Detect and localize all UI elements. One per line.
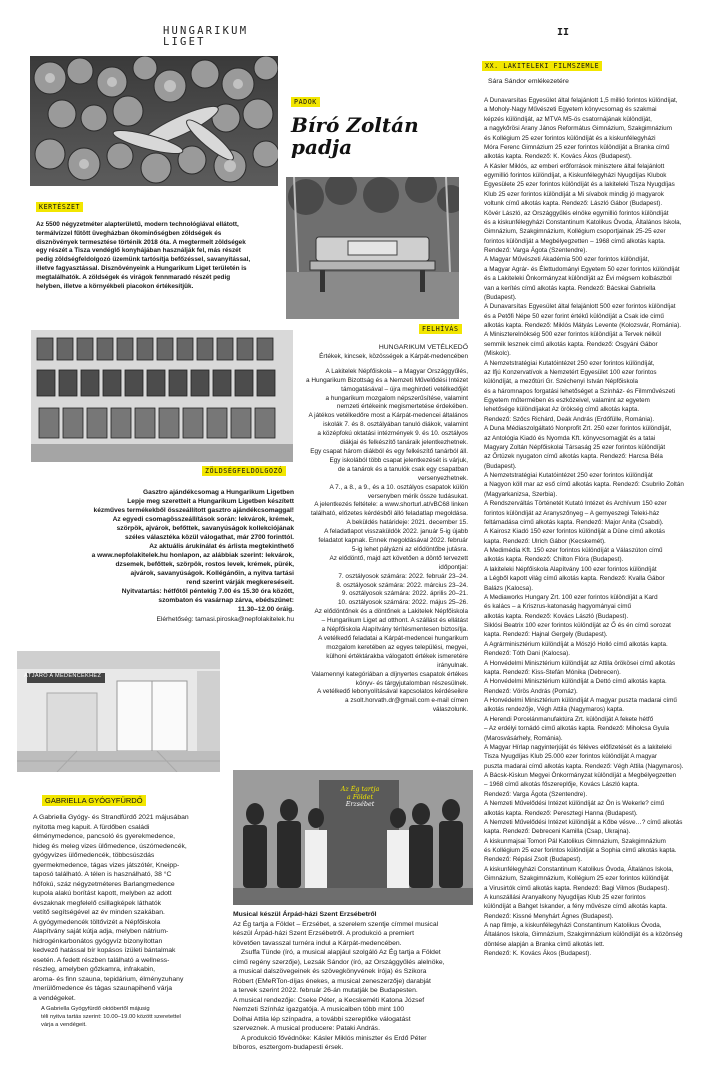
- zoldseg-line: a www.nepfolakitelek.hu honlapon, az alábbiak szerint: lekvárok,: [91, 552, 294, 559]
- musical-line: készül Árpád-házi Szent Erzsébetről. A produkció a premiert: [233, 930, 414, 937]
- filmszemle-line: alkotás kapta. Rendező: Peresztegi Hanna (Budapest).: [484, 809, 638, 817]
- filmszemle-line: A Agrárminisztérium különdíját a Mószjó Holló című alkotás kapta.: [484, 640, 668, 648]
- felhivas-line: mozgalom keretében az egyes települési, megyei,: [326, 643, 468, 651]
- section-tag-gyogyfurdo: GABRIELLA GYÓGYFÜRDŐ: [42, 795, 146, 806]
- filmszemle-line: van a kerítés című alkotás kapta. Rendező: Bácskai Gabriella: [484, 284, 656, 292]
- filmszemle-line: A Mediaworks Hungary Zrt. 100 ezer forintos különdíját a Kard: [484, 593, 658, 601]
- filmszemle-line: és a Petőfi Népe 50 ezer forint értékű különdíját a Csak ide című: [484, 312, 664, 320]
- felhivas-line: A jelentkezés feltétele: a www.shorturl.at/vBC68 linken: [314, 501, 468, 509]
- musical-line: Zsuffa Tünde (író, a musical alapjául szolgáló Az Ég tartja a Földet: [241, 949, 441, 956]
- filmszemle-line: Rendező: Varga Ágota (Szentendre).: [484, 247, 588, 254]
- zoldseg-line: széles választéka közül válogathat, már 2700 forinttól.: [125, 534, 294, 541]
- filmszemle-line: A kiskunmajsai Tomori Pál Katolikus Gimnázium, Szakgimnázium: [484, 837, 666, 845]
- filmszemle-line: Rendező: Varga Ágota (Szentendre).: [484, 790, 588, 798]
- felhivas-line: a Hungarikum Bizottság és a Nemzeti Művelődési Intézet: [306, 376, 468, 384]
- filmszemle-line: Kövér László, az Országgyűlés elnöke egymillió forintos különdíját: [484, 209, 669, 217]
- filmszemle-line: alkotás kapta. Rendező: Chilton Flóra (Budapest).: [484, 556, 624, 564]
- filmszemle-line: semmik lesznek című alkotás kapta. Rendező: Osgyáni Gábor: [484, 340, 658, 348]
- felhivas-line: feladatot kapnak. Ennek megoldásával 2022. február: [318, 537, 468, 545]
- filmszemle-line: kapta. Rendező: Ulrich Gábor (Kecskemét).: [484, 537, 606, 545]
- filmszemle-line: A Medimédia Kft. 150 ezer forintos különdíját a Válaszúton című: [484, 547, 663, 554]
- filmszemle-line: és a háromnapos forgatási lehetőséget a Színház- és Filmművészeti: [484, 387, 676, 395]
- gyogyfurdo-line: A gyógymedencék töltővizét a Népfőiskola: [33, 918, 161, 926]
- musical-line: Dolhai Attila lép színpadra, a további szereplőke válogatást: [233, 1015, 411, 1023]
- filmszemle-line: döntése alapján a Branka című alkotás lett.: [484, 940, 605, 948]
- felhivas-line: A beküldés határideje: 2021. december 15.: [346, 519, 468, 527]
- filmszemle-line: a Légből kapott világ című alkotás kapta. Rendező: Kvalla Gábor: [484, 575, 665, 583]
- filmszemle-line: Rendező: Tóth Dani (Kalocsa).: [484, 650, 570, 658]
- musical-title: Musical készül Árpád-házi Szent Erzsébetről: [233, 911, 377, 918]
- musical-article: [233, 910, 483, 1053]
- filmszemle-line: és Kollégium 25 ezer forintos különdíját és a kiskunfélegyházi: [484, 134, 656, 142]
- bench-photo: [286, 177, 459, 319]
- zoldseg-line: szörpök, ajvárok, befőttek, savanyúságok kollekciójának: [116, 525, 294, 532]
- felhivas-line: időpontjai:: [438, 563, 468, 571]
- felhivas-line: Egy iskolából több csapat jelentkezését is várjuk,: [329, 456, 468, 464]
- gyogyfurdo-line: a vendégeket.: [33, 994, 76, 1002]
- zoldseg-line: Nyitvatartás: hétfőtől péntekig 7.00 és 15.30 óra között,: [121, 588, 294, 595]
- poster-line-3: Erzsébet: [345, 800, 375, 809]
- gyogyfurdo-note-line: várja a vendégeit.: [41, 1022, 87, 1028]
- felhivas-line: a zsolt.horvath.dr@gmail.com e-mail címen: [345, 697, 468, 705]
- filmszemle-line: A Bácsk-Kiskun Megyei Önkormányzat különdíját a Megbélyegzetten: [484, 772, 677, 779]
- filmszemle-line: a Magyar Agrár- és Élettudományi Egyetem 50 ezer forintos különdíját: [484, 265, 680, 273]
- filmszemle-line: Egyetem műtermében és eszközeivel, valamint az egyetem: [484, 397, 650, 404]
- musical-line: Nemzeti Színház igazgatója. A musicalben több mint 100: [233, 1006, 405, 1013]
- filmszemle-line: alkotás kapta. Rendező: K. Kovács Ákos (Budapest).: [484, 153, 632, 161]
- felhivas-line: A Lakitelek Népfőiskola – a Magyar Országgyűlés,: [325, 367, 468, 375]
- filmszemle-line: (Miskolc).: [484, 350, 511, 358]
- section-tag-filmszemle: XX. LAKITELEKI FILMSZEMLE: [482, 61, 602, 71]
- felhivas-line: Valamennyi kategóriában a díjnyertes csapatok értékes: [311, 670, 468, 678]
- filmszemle-line: a Nagyon köll mar az eső című alkotás kapta. Rendező: Csubrilo Zoltán: [484, 481, 684, 489]
- filmszemle-line: A Kásler Miklós, az emberi erőforrások minisztere által felajánlott: [484, 162, 665, 170]
- musical-line: követően tavasszal turnéra indul a Kárpát-medencében.: [233, 939, 402, 947]
- filmszemle-line: A Magyar Hírlap nagyinterjúját és féléves előfizetését és a lakiteleki: [484, 743, 672, 751]
- gyogyfurdo-note-line: téli nyitva tartás szerint: 10.00–19.00 között szeretettel: [41, 1014, 181, 1020]
- felhivas-text: [282, 344, 468, 715]
- filmszemle-line: különdíját a Bahget Iskander, a fény művésze című alkotás kapta.: [484, 903, 668, 911]
- padok-title-line-2: padja: [291, 135, 353, 159]
- filmszemle-line: Egyesülete 25 ezer forintos különdíját és a lakiteleki Tisza Nyugdíjas: [484, 181, 675, 189]
- filmszemle-line: Móra Ferenc Gimnázium 25 ezer forintos különdíját a Branka című: [484, 143, 670, 151]
- felhivas-line: 8. osztályosok számára: 2022. március 23–24.: [336, 581, 468, 589]
- zoldseg-line: kézműves termékekből összeállított gasztro ajándékcsomaggal!: [93, 507, 294, 514]
- zoldseg-line: Gasztro ajándékcsomag a Hungarikum Ligetben: [143, 489, 294, 496]
- zoldseg-line: Az egyedi csomagösszeállítások során: lekvárok, krémek,: [112, 516, 294, 523]
- filmszemle-line: A Herendi Porcelánmanufaktúra Zrt. különdíját A fekete hétfő: [484, 715, 654, 723]
- musical-line: szerveznek. A musical producere: Pataki András.: [233, 1025, 380, 1032]
- zoldseg-line: Lepje meg szeretteit a Hungarikum Ligetben készített: [127, 498, 294, 505]
- gyogyfurdo-line: kedvező hatással bír kopásos ízületi bántalmak: [33, 947, 176, 954]
- filmszemle-line: lehetősége különdíjakat Az örökség című alkotás kapta.: [484, 406, 640, 414]
- musical-line: A musical rendezője: Cseke Péter, a Kecskeméti Katona József: [233, 996, 425, 1004]
- gyogyfurdo-line: vetítő segítségével az év minden szakában.: [33, 909, 165, 916]
- gyogyfurdo-line: gyermekmedence, tágas vizes játszótér, Kneipp-: [33, 861, 180, 869]
- gyogyfurdo-line: élménymedence, pancsoló és gyerekmedence,: [33, 833, 176, 840]
- felhivas-subheading: Értékek, kincsek, közösségek a Kárpát-medencében: [319, 352, 468, 360]
- felhivas-line: A vetélkedő feladatai a Kárpát-medencei hungarikum: [318, 635, 468, 642]
- felhivas-line: található, előzetes kérdésből álló feladatlap megoldása.: [310, 510, 468, 518]
- brand-line-1: HUNGARIKUM: [163, 25, 249, 37]
- zoldseg-line: szombaton és vasárnap zárva, ebédszünet:: [158, 597, 294, 604]
- filmszemle-line: a Moholy-Nagy Művészeti Egyetem könyvcsomag és szakmai: [484, 106, 657, 114]
- musical-line: a tervek szerint 2022. február 26-án mutatják be Budapesten.: [233, 987, 418, 994]
- gyogyfurdo-line: nyitotta meg kapuit. A fürdőben családi: [33, 823, 150, 831]
- musical-line: bíboros, esztergom-budapesti érsek.: [233, 1044, 344, 1051]
- filmszemle-line: A kiskunfélegyházi Constantinum Katolikus Óvoda, Általános Iskola,: [484, 865, 674, 873]
- felhivas-line: de a tanárok és a tanulók csak egy csapatban: [337, 465, 468, 473]
- filmszemle-line: Klub 25 ezer forintos különdíját a Mi sívabok mindig jó magyarok: [484, 190, 664, 198]
- gyogyfurdo-line: taposó található. A télen is használható, 38 °C: [33, 871, 172, 878]
- filmszemle-line: (Budapest).: [484, 462, 517, 470]
- gyogyfurdo-note: [33, 1005, 233, 1029]
- filmszemle-line: A Duna Médiaszolgáltató Nonprofit Zrt. 250 ezer forintos különdíját,: [484, 425, 672, 433]
- filmszemle-line: az Antológia Kiadó és Nyomda Kft. könyvcsomagját és a tatai: [484, 434, 656, 442]
- felhivas-line: a középfokú oktatási intézmények 9. és 10. osztályos: [317, 430, 468, 438]
- filmszemle-line: kapta. Rendező: Debreceni Kamilla (Csap, Ukrajna).: [484, 828, 631, 836]
- musical-line: című regény szerzője), Lezsák Sándor (író, az Országgyűlés alelnöke,: [233, 958, 445, 966]
- felhivas-line: A 7., a 8., a 9., és a 10. osztályos csapatok külön: [329, 483, 468, 491]
- filmszemle-line: a nagykőrösi Arany János Református Gimnázium, Szakgimnázium: [484, 125, 672, 133]
- gyogyfurdo-line: esetén. A fedett részben található a wellness-: [33, 956, 170, 964]
- musical-line: a musical dalszövegeinek és szövegkönyvének írója) és Szikora: [233, 968, 427, 975]
- vegetables-photo: [30, 56, 278, 186]
- filmszemle-line: A Honvédelmi Minisztérium különdíját A magyar puszta madarai című: [484, 697, 677, 704]
- felhivas-line: 10. osztályosok számára: 2022. május 25–26.: [337, 599, 468, 607]
- gyogyfurdo-line: kupola alakú borítást kapott, melyben az adott: [33, 890, 172, 897]
- filmszemle-line: Gimnázium, Szakgimnázium, Kollégium 25 ezer forintos különdíját: [484, 875, 669, 883]
- filmszemle-line: az Ifjú Konzervatívok a Nemzetért Egyesület 100 ezer forintos: [484, 368, 657, 376]
- poster-line-1: Az Ég tartja: [340, 785, 380, 793]
- zoldseg-line: ajvárok, savanyúságok. Kollégánőin, a nyitva tartási: [130, 570, 294, 577]
- felhivas-line: Egy csapat három diákból és egy felkészítő tanárból áll.: [310, 447, 468, 455]
- felhivas-line: A feladatlapot visszaküldök 2022. január 5-ig újabb: [324, 528, 468, 536]
- page-number: II: [557, 27, 570, 38]
- filmszemle-line: (Marosvásárhely, Románia).: [484, 734, 563, 742]
- filmszemle-line: a Virusirtók című alkotás kapta. Rendező: Bagi Vilmos (Budapest).: [484, 884, 670, 892]
- filmszemle-line: Rendező: Kissné Menyhárt Ágnes (Budapest).: [484, 912, 614, 920]
- felhivas-line: A játékos vetélkedőre most a Kárpát-medencei általános: [308, 412, 468, 420]
- filmszemle-line: A Honvédelmi Minisztérium különdíját a Dettó című alkotás kapta.: [484, 678, 667, 686]
- jars-photo: [31, 330, 293, 462]
- gyogyfurdo-text: [33, 813, 233, 1029]
- gyogyfurdo-line: gyógyvizes ülőmedencék, többcsúszdás: [33, 852, 155, 859]
- felhivas-heading: HUNGARIKUM VETÉLKEDŐ: [378, 344, 468, 351]
- filmszemle-line: alkotás kapta. Rendező: Miklós Mátyás Levente (Kolozsvár, Románia).: [484, 322, 682, 329]
- padok-title-line-1: Bíró Zoltán: [291, 113, 419, 137]
- filmszemle-line: A lakiteleki Népfőiskola Alapítvány 100 ezer forintos különdíját: [484, 565, 657, 573]
- filmszemle-line: Rendező: Vörös András (Pomáz).: [484, 687, 578, 695]
- spa-corridor-photo: [17, 651, 220, 772]
- gyogyfurdo-line: aroma- és finn szauna, tepidárium, élményzuhany: [33, 975, 184, 983]
- gyogyfurdo-line: Alapítvány saját kútja adja, melyben nátrium-: [33, 928, 169, 935]
- section-tag-kerteszet: KERTÉSZET: [36, 202, 83, 212]
- felhivas-line: irányulnak.: [437, 661, 468, 669]
- felhivas-line: versenyezhetnek.: [417, 474, 468, 482]
- zoldseg-text: [24, 488, 294, 624]
- filmszemle-line: képzés különdíját, az MTVA M5-ös csatornájának különdíját,: [484, 115, 652, 123]
- felhivas-line: A vetélkedő lebonyolításával kapcsolatos kérdéseikre: [317, 688, 468, 696]
- padok-title: [291, 114, 419, 158]
- gyogyfurdo-line: részleg, amelyben gőzkamra, infrakabin,: [33, 966, 156, 973]
- section-tag-felhivas: FELHÍVÁS: [419, 324, 462, 334]
- filmszemle-line: különdíját, a mezőtúri Gr. Széchenyi István Népfőiskola: [484, 378, 638, 386]
- gyogyfurdo-line: hidrogénkarbonátos gyógyvíz bizonyítottan: [33, 937, 163, 945]
- gyogyfurdo-line: hideg és meleg vizes ülőmedence, úszómedencék,: [33, 842, 187, 850]
- zoldseg-line: rend szerint várják megkereséseit.: [186, 579, 294, 586]
- filmszemle-line: A Nemzeti Művelődési Intézet különdíját a Kőbe vésve…? című alkotás: [484, 818, 683, 826]
- filmszemle-line: A Dunavarsítas Egyesület által felajánlott 500 ezer forintos különdíjat: [484, 303, 676, 311]
- felhivas-line: támogatásával – újra meghirdeti vetélkedőjét: [341, 385, 468, 393]
- felhivas-line: diákjai és felkészítő tanáraik jelentkezhetnek.: [340, 439, 468, 447]
- filmszemle-line: A Miniszterelnökség 500 ezer forintos különdíját a Tervek nélkül: [484, 331, 661, 339]
- filmszemle-subtitle: Sára Sándor emlékezetére: [488, 78, 569, 85]
- filmszemle-line: és a kiskunfélegyházi Constantinum Katolikus Óvoda, Általános Iskola,: [484, 218, 682, 226]
- brand-line-2: LIGET: [163, 36, 206, 48]
- zoldseg-line: dzsemek, befőttek, szörpök, rostos levek, krémek, pürék,: [115, 561, 294, 568]
- filmszemle-line: Általános Iskola, Gimnázium, Szakgimnázium különdíját és a közönség: [484, 931, 683, 939]
- filmszemle-line: (Budapest).: [484, 293, 517, 301]
- zoldseg-line: 11.30–12.00 óráig.: [237, 606, 294, 613]
- filmszemle-line: alkotás rendezője, Végh Attila (Nagymaros) kapta.: [484, 706, 625, 714]
- felhivas-line: 5-ig lehet pályázni az elődöntőbe jutásra.: [351, 545, 468, 553]
- filmszemle-line: puszta madarai című alkotás kapta. Rendező: Végh Attila (Nagymaros).: [484, 762, 684, 770]
- filmszemle-line: A Honvédelmi Minisztérium különdíját az Attila örökösei című alkotás: [484, 659, 676, 667]
- filmszemle-line: Gimnázium, Szakgimnázium, Kollégium csoportjainak 25-25 ezer: [484, 228, 666, 236]
- filmszemle-line: az Őrtüzek nyugaton című alkotás kapta. Rendező: Harcsa Béla: [484, 453, 663, 461]
- poster-line-2: a Földet: [346, 792, 374, 801]
- filmszemle-line: A Nemzetstratégiai Kutatóintézet 250 ezer forintos különdíját,: [484, 359, 655, 367]
- filmszemle-line: és kalács – a Kriszrus-katonaság hagyományai című: [484, 603, 631, 611]
- felhivas-line: a hungarikum mozgalom népszerűsítése, valamint: [325, 394, 468, 402]
- musical-line: Róbert (EMeRTon-díjas énekes, a musical zeneszerzője) darabját: [233, 977, 431, 985]
- gyogyfurdo-line: /merülőmedence és tágas szaunapihenő várja: [33, 985, 173, 992]
- filmszemle-line: A Rendszerváltás Történetét Kutató Intézet és Archívum 150 ezer: [484, 500, 667, 508]
- musical-line: A produkció fővédnöke: Kásler Miklós miniszter és Erdő Péter: [241, 1034, 427, 1042]
- filmszemle-line: A Nemzeti Művelődési Intézet különdíját az Ön is Wekerle? című: [484, 800, 665, 808]
- filmszemle-line: és a Lakiteleki Önkormányzat különdíját az Évi mégsem kolbászból: [484, 275, 672, 283]
- filmszemle-line: Rendező: Szőcs Richárd, Deák András (Erdőfülle, Románia).: [484, 415, 655, 423]
- filmszemle-line: A Kairosz Kiadó 150 ezer forintos különdíját a Düne című alkotás: [484, 528, 665, 536]
- felhivas-line: nemzeti értékeink megismertetése érdekében.: [336, 403, 468, 411]
- filmszemle-line: forintos különdíját a Megbélyegzetten – 1968 című alkotás kapta.: [484, 237, 666, 245]
- filmszemle-line: Magyary Zoltán Népfőiskolai Társaság 25 ezer forintos különdíját: [484, 443, 666, 451]
- filmszemle-line: kapta. Rendező: Kiss-Stefán Mónika (Debrecen).: [484, 668, 621, 676]
- filmszemle-line: Tisza Nyugdíjas Klub 25.000 ezer forintos különdíját A magyar: [484, 753, 658, 761]
- spa-direction-sign: ÁTJÁRÓ A MEDENCÉKHEZ: [24, 673, 102, 679]
- felhivas-line: – Hungarikum Liget ad otthont. A szállást és ellátást: [321, 617, 468, 625]
- section-tag-padok: PADOK: [291, 97, 320, 107]
- filmszemle-line: voltunk című alkotás kapta. Rendező: László Gábor (Budapest).: [484, 200, 663, 208]
- filmszemle-line: – 1968 című alkotás főszereplője, Kovács László kapta.: [484, 781, 640, 789]
- filmszemle-line: Rendező: K. Kovács Ákos (Budapest).: [484, 950, 592, 958]
- felhivas-line: könyv- és tárgyjutalomban részesülnek.: [355, 679, 468, 687]
- felhivas-line: Az elődöntő, majd azt követően a döntő tervezett: [329, 554, 468, 562]
- felhivas-line: a Népfőiskola Alapítvány térítésmentesen biztosítja.: [321, 626, 468, 634]
- kerteszet-text: Az 5500 négyzetméter alapterületű, modern technológiával ellátott, termálvízzel fűtött üvegházban ökominőségben zöldségek és disznövények termesztése történik 2018 óta. A megtermelt zöldségek egy részét a Tisza vendéglő konyhájában használják fel, más részét pedig zöldségfeldolgozó üzemünk tartósítja befőzéssel, savanyítással, illetve fagyasztással. Disznövényeink a Hungarikum Liget területén is megtalálhatók. A zöldségek és virágok fennmaradó részét pedig helyben, illetve a környékbeli piacokon értékesítjük.: [36, 221, 251, 290]
- gyogyfurdo-line: A Gabriella Gyógy- és Strandfürdő 2021 májusában: [33, 814, 189, 821]
- filmszemle-line: – Az erdélyi tornádó című alkotás kapta. Rendező: Mihołcsa Gyula: [484, 725, 670, 733]
- filmszemle-line: feltámadása című alkotás kapta. Rendező: Major Anita (Csabdi).: [484, 518, 664, 526]
- filmszemle-line: alkotás kapta. Rendező: Kovács László (Budapest).: [484, 612, 629, 620]
- musical-line: Az Ég tartja a Földet – Erzsébet, a szerelem szentje címmel musical: [233, 920, 439, 928]
- felhivas-line: külhoni értéktárakba válogatott értékek ismeretére: [326, 652, 468, 660]
- zoldseg-contact: Elérhetőség: tamasi.piroska@nepfolakitelek.hu: [156, 616, 294, 623]
- section-tag-zoldseg: ZÖLDSÉGFELDOLGOZÓ: [202, 466, 286, 476]
- filmszemle-line: (Magyarkanizsa, Szerbia).: [484, 490, 558, 498]
- felhivas-line: Az elődöntőnek és a döntőnek a Lakitelek Népfőiskola: [314, 608, 468, 616]
- gyogyfurdo-line: évszaknak megfelelő csillagképek láthatók: [33, 899, 162, 907]
- filmszemle-line: Siklósi Beatrix 100 ezer forintos különdíját az Ő és én című sorozat: [484, 622, 671, 629]
- felhivas-line: válaszolunk.: [432, 706, 468, 714]
- filmszemle-line: egymillió forintos különdíjat, a Kiskunfélegyházi Nyugdíjas Klubok: [484, 172, 667, 179]
- felhivas-line: 9. osztályosok számára: 2022. április 20–21.: [341, 590, 468, 598]
- gyogyfurdo-note-line: A Gabriella Gyógyfürdő októbertől májusig: [41, 1006, 150, 1012]
- filmszemle-line: A Magyar Művészeti Akadémia 500 ezer forintos különdíját,: [484, 256, 650, 264]
- filmszemle-line: kapta. Rendező: Hajnal Gergely (Budapest).: [484, 631, 608, 639]
- brand-logo: [163, 26, 248, 48]
- filmszemle-line: A Dunavarsítas Egyesület által felajánlott 1,5 millió forintos különdíjat,: [484, 97, 678, 104]
- felhivas-line: 7. osztályosok számára: 2022. február 23–24.: [338, 572, 468, 580]
- filmszemle-line: forintos különdíját az Aranyszőnyeg – A gernyeszegi Teleki-ház: [484, 509, 660, 517]
- musical-poster-text: [321, 786, 399, 809]
- filmszemle-line: Rendező: Répási Zsolt (Budapest).: [484, 856, 583, 864]
- felhivas-line: versenyben mérik össze tudásukat.: [367, 492, 468, 500]
- filmszemle-list: [484, 96, 716, 959]
- felhivas-line: iskolák 7. és 8. osztályában tanuló diákok, valamint: [323, 421, 468, 429]
- zoldseg-line: Az aktuális árukínálat és árlista megtekinthető: [149, 543, 294, 550]
- filmszemle-line: A kunszállási Aranyalkony Nyugdíjas Klub 25 ezer forintos: [484, 893, 646, 901]
- filmszemle-line: Balázs (Kalocsa).: [484, 584, 533, 592]
- filmszemle-line: és Kollégium 25 ezer forintos különdíját a Sophia című alkotás kapta.: [484, 847, 677, 854]
- filmszemle-line: A Nemzetstratégiai Kutatóintézet 250 ezer forintos különdíját: [484, 472, 653, 479]
- filmszemle-line: A nap filmje, a kiskunfélegyházi Constantinum Katolikus Óvoda,: [484, 922, 662, 929]
- gyogyfurdo-line: hőfokú, száz négyzetméteres Barlangmedence: [33, 880, 175, 888]
